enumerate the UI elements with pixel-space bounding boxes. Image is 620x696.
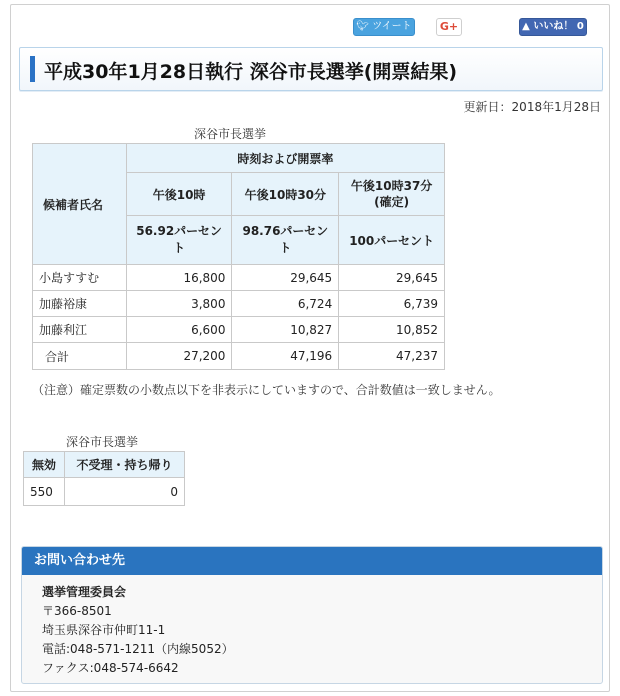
title-accent-bar — [30, 56, 35, 82]
candidate-header: 候補者氏名 — [33, 144, 127, 265]
rate-header: 98.76パーセント — [232, 216, 339, 265]
table-row — [24, 478, 185, 506]
results-note: （注意）確定票数の小数点以下を非表示にしていますので、合計数値は一致しません。 — [32, 383, 501, 397]
invalid-header: 無効 — [24, 452, 65, 478]
invalid-votes-table — [23, 451, 185, 506]
twitter-bird-icon: 🐦︎ — [356, 21, 369, 32]
contact-address: 埼玉県深谷市仲町11-1 — [42, 623, 166, 637]
vote-count: 6,600 — [126, 317, 232, 343]
facebook-like-button[interactable] — [519, 18, 587, 36]
vote-count: 6,739 — [339, 291, 445, 317]
time-header: 午後10時 — [126, 173, 232, 216]
table-row — [33, 265, 445, 291]
vote-count: 6,724 — [232, 291, 339, 317]
social-bar — [11, 18, 611, 38]
invalid-table-caption: 深谷市長選挙 — [66, 435, 139, 449]
thumbs-up-icon: ▲ — [522, 21, 530, 32]
contact-box — [21, 546, 603, 684]
page-title: 平成30年1月28日執行 深谷市長選挙(開票結果) — [44, 61, 458, 83]
total-row — [33, 343, 445, 370]
results-table — [32, 143, 445, 370]
candidate-name: 加藤利江 — [33, 317, 127, 343]
candidate-name: 加藤裕康 — [33, 291, 127, 317]
contact-body — [22, 575, 602, 686]
google-plus-button[interactable] — [436, 18, 462, 36]
contact-postal: 〒366-8501 — [42, 604, 112, 618]
page-title-box — [19, 47, 603, 91]
vote-count: 10,827 — [232, 317, 339, 343]
total-count: 47,196 — [232, 343, 339, 370]
candidate-name: 小島すすむ — [33, 265, 127, 291]
page-frame — [10, 4, 610, 692]
rate-header: 56.92パーセント — [126, 216, 232, 265]
invalid-count: 550 — [24, 478, 65, 506]
rate-header: 100パーセント — [339, 216, 445, 265]
contact-phone: 電話:048-571-1211（内線5052） — [42, 642, 234, 656]
tweet-label: ツイート — [372, 21, 412, 32]
updated-date: 更新日：2018年1月28日 — [463, 100, 601, 114]
like-label: いいね！ 0 — [533, 21, 584, 32]
tweet-button[interactable] — [353, 18, 415, 36]
time-header: 午後10時37分 (確定) — [339, 173, 445, 216]
contact-fax: ファクス:048-574-6642 — [42, 661, 179, 675]
total-count: 47,237 — [339, 343, 445, 370]
vote-count: 29,645 — [339, 265, 445, 291]
contact-org: 選挙管理委員会 — [42, 585, 127, 599]
vote-count: 16,800 — [126, 265, 232, 291]
not-accepted-count: 0 — [65, 478, 185, 506]
time-rate-group-header: 時刻および開票率 — [126, 144, 444, 173]
table-row — [33, 291, 445, 317]
table-row — [33, 317, 445, 343]
vote-count: 10,852 — [339, 317, 445, 343]
vote-count: 3,800 — [126, 291, 232, 317]
google-plus-icon: G+ — [439, 20, 459, 33]
total-label: 合計 — [33, 343, 127, 370]
vote-count: 29,645 — [232, 265, 339, 291]
results-table-caption: 深谷市長選挙 — [194, 127, 267, 141]
total-count: 27,200 — [126, 343, 232, 370]
contact-heading: お問い合わせ先 — [22, 547, 602, 575]
time-header: 午後10時30分 — [232, 173, 339, 216]
not-accepted-header: 不受理・持ち帰り — [65, 452, 185, 478]
